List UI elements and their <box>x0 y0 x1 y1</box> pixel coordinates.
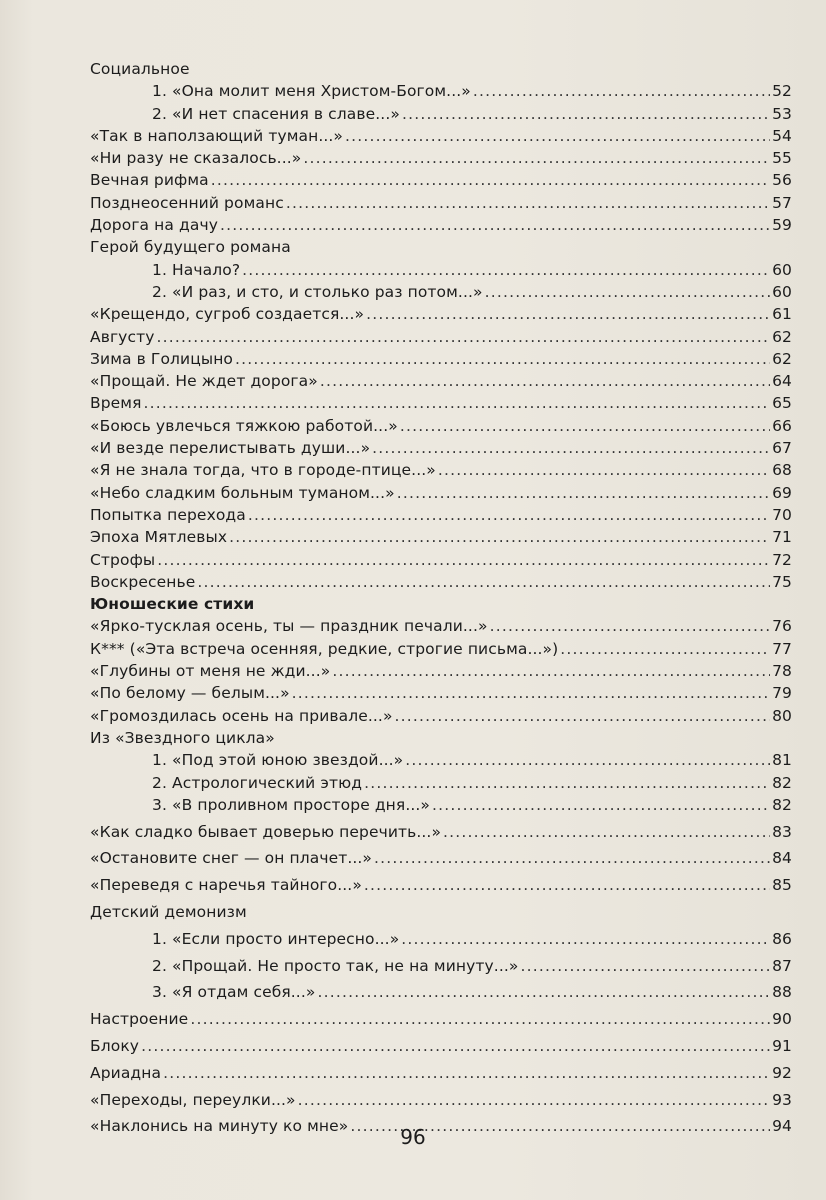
dot-leader <box>364 772 770 794</box>
toc-section-heading <box>90 901 792 923</box>
toc-entry <box>90 682 792 704</box>
toc-entry <box>90 526 792 548</box>
dot-leader <box>397 482 770 504</box>
dot-leader <box>374 847 770 869</box>
dot-leader <box>364 874 770 896</box>
toc-entry-page: 85 <box>772 876 792 895</box>
toc-entry-title: «Ярко-тусклая осень, ты — праздник печали...» <box>90 617 488 636</box>
toc-entry-page: 52 <box>772 82 792 101</box>
dot-leader <box>211 169 770 191</box>
toc-entry-page: 65 <box>772 394 792 413</box>
dot-leader <box>144 392 771 414</box>
toc-entry-page: 80 <box>772 706 792 725</box>
toc-entry-page: 71 <box>772 528 792 547</box>
toc-entry-title: Строфы <box>90 550 156 569</box>
toc-entry-page: 82 <box>772 795 792 814</box>
dot-leader <box>220 214 770 236</box>
dot-leader <box>235 348 770 370</box>
toc-entry-page: 78 <box>772 662 792 681</box>
toc-entry <box>90 192 792 214</box>
dot-leader <box>395 705 771 727</box>
toc-entry-title: 2. Астрологический этюд <box>152 773 363 792</box>
toc-entry-page: 62 <box>772 327 792 346</box>
toc-entry-page: 64 <box>772 372 792 391</box>
toc-entry-page: 84 <box>772 849 792 868</box>
toc-entry-title: Настроение <box>90 1010 189 1029</box>
dot-leader <box>372 437 770 459</box>
toc-entry-title: Время <box>90 394 142 413</box>
toc-entry-page: 72 <box>772 550 792 569</box>
toc-entry-page: 70 <box>772 505 792 524</box>
toc-entry-title: Зима в Голицыно <box>90 349 234 368</box>
toc-section-heading <box>90 593 792 615</box>
toc-entry <box>90 638 792 660</box>
dot-leader <box>345 125 770 147</box>
toc-entry-title: «Как сладко бывает доверью перечить...» <box>90 822 442 841</box>
toc-entry <box>90 955 792 977</box>
toc-entry-page: 68 <box>772 461 792 480</box>
toc-entry <box>90 281 792 303</box>
toc-entry <box>90 749 792 771</box>
toc-entry-title: Дорога на дачу <box>90 216 218 235</box>
toc-entry-title: «Наклонись на минуту ко мне» <box>90 1117 349 1136</box>
toc-entry <box>90 214 792 236</box>
toc-entry-page: 81 <box>772 751 792 770</box>
dot-leader <box>248 504 770 526</box>
dot-leader <box>405 749 770 771</box>
toc-entry <box>90 259 792 281</box>
toc-entry-title: «Глубины от меня не жди...» <box>90 662 331 681</box>
dot-leader <box>156 326 770 348</box>
toc-entry-title: Ариадна <box>90 1063 162 1082</box>
toc-entry <box>90 392 792 414</box>
toc-section-heading <box>90 236 792 258</box>
toc-entry <box>90 169 792 191</box>
dot-leader <box>401 928 770 950</box>
dot-leader <box>432 794 770 816</box>
toc-entry-title: «Переходы, переулки...» <box>90 1090 296 1109</box>
toc-entry <box>90 615 792 637</box>
toc-entry-page: 59 <box>772 216 792 235</box>
toc-entry-page: 53 <box>772 104 792 123</box>
toc-entry-page: 87 <box>772 956 792 975</box>
toc-entry-title: 3. «В проливном просторе дня...» <box>152 795 430 814</box>
toc-entry-title: «Небо сладким больным туманом...» <box>90 483 395 502</box>
toc-entry-title: «Остановите снег — он плачет...» <box>90 849 373 868</box>
toc-entry-title: Попытка перехода <box>90 505 246 524</box>
toc-entry-title: 1. «Если просто интересно...» <box>152 929 400 948</box>
dot-leader <box>438 459 770 481</box>
table-of-contents <box>90 58 792 1138</box>
dot-leader <box>490 615 771 637</box>
dot-leader <box>443 821 770 843</box>
toc-entry-title: 1. Начало? <box>152 260 241 279</box>
toc-entry-title: Позднеосенний романс <box>90 193 284 212</box>
toc-entry <box>90 326 792 348</box>
toc-entry-page: 90 <box>772 1010 792 1029</box>
toc-entry <box>90 370 792 392</box>
toc-entry-page: 91 <box>772 1036 792 1055</box>
toc-entry-title: «Переведя с наречья тайного...» <box>90 876 362 895</box>
toc-entry <box>90 1008 792 1030</box>
dot-leader <box>286 192 770 214</box>
dot-leader <box>157 549 770 571</box>
toc-entry <box>90 981 792 1003</box>
toc-entry <box>90 549 792 571</box>
toc-entry <box>90 303 792 325</box>
toc-entry-page: 86 <box>772 929 792 948</box>
toc-entry-page: 57 <box>772 193 792 212</box>
toc-entry-page: 54 <box>772 126 792 145</box>
toc-entry-title: «Ни разу не сказалось...» <box>90 149 302 168</box>
toc-entry-title: Из «Звездного цикла» <box>90 728 275 747</box>
toc-entry-page: 92 <box>772 1063 792 1082</box>
toc-entry-page: 82 <box>772 773 792 792</box>
dot-leader <box>366 303 770 325</box>
toc-entry <box>90 504 792 526</box>
toc-entry <box>90 571 792 593</box>
toc-entry <box>90 772 792 794</box>
toc-entry <box>90 821 792 843</box>
toc-entry-title: «Громоздилась осень на привале...» <box>90 706 393 725</box>
dot-leader <box>292 682 770 704</box>
toc-entry-title: 2. «И нет спасения в славе...» <box>152 104 400 123</box>
toc-entry-title: Герой будущего романа <box>90 238 291 257</box>
toc-entry-page: 79 <box>772 684 792 703</box>
toc-entry-page: 83 <box>772 822 792 841</box>
toc-entry-title: Блоку <box>90 1036 140 1055</box>
dot-leader <box>332 660 770 682</box>
toc-entry-title: Августу <box>90 327 155 346</box>
toc-entry <box>90 415 792 437</box>
page-number: 96 <box>400 1125 426 1149</box>
toc-entry <box>90 1035 792 1057</box>
dot-leader <box>485 281 770 303</box>
toc-entry <box>90 125 792 147</box>
toc-entry <box>90 147 792 169</box>
toc-entry-page: 56 <box>772 171 792 190</box>
toc-entry-title: 1. «Под этой юною звездой...» <box>152 751 404 770</box>
toc-entry-title: «Крещендо, сугроб создается...» <box>90 305 365 324</box>
dot-leader <box>402 103 770 125</box>
dot-leader <box>163 1062 770 1084</box>
toc-entry-page: 60 <box>772 282 792 301</box>
dot-leader <box>473 80 770 102</box>
toc-entry-title: «Я не знала тогда, что в городе-птице...» <box>90 461 436 480</box>
toc-entry-page: 76 <box>772 617 792 636</box>
toc-entry <box>90 1062 792 1084</box>
toc-entry-title: К*** («Эта встреча осенняя, редкие, строгие письма...») <box>90 639 559 658</box>
toc-entry <box>90 437 792 459</box>
dot-leader <box>190 1008 770 1030</box>
toc-entry <box>90 874 792 896</box>
toc-entry-title: 2. «Прощай. Не просто так, не на минуту...» <box>152 956 519 975</box>
dot-leader <box>320 370 770 392</box>
toc-section-heading <box>90 727 792 749</box>
toc-entry <box>90 928 792 950</box>
dot-leader <box>400 415 770 437</box>
toc-section-heading <box>90 58 792 80</box>
toc-entry-title: Эпоха Мятлевых <box>90 528 228 547</box>
toc-entry-title: 2. «И раз, и сто, и столько раз потом...» <box>152 282 483 301</box>
toc-entry-title: 1. «Она молит меня Христом-Богом...» <box>152 82 471 101</box>
toc-entry-page: 67 <box>772 439 792 458</box>
toc-entry-page: 60 <box>772 260 792 279</box>
dot-leader <box>197 571 770 593</box>
dot-leader <box>560 638 770 660</box>
toc-entry-title: Детский демонизм <box>90 902 247 921</box>
toc-entry-title: Воскресенье <box>90 572 196 591</box>
toc-entry <box>90 80 792 102</box>
toc-entry-title: 3. «Я отдам себя...» <box>152 983 316 1002</box>
toc-entry-title: «По белому — белым...» <box>90 684 290 703</box>
toc-entry <box>90 348 792 370</box>
toc-entry-title: Социальное <box>90 60 190 78</box>
toc-entry <box>90 705 792 727</box>
dot-leader <box>317 981 770 1003</box>
dot-leader <box>298 1089 770 1111</box>
dot-leader <box>303 147 770 169</box>
toc-entry-page: 77 <box>772 639 792 658</box>
toc-entry-title: «И везде перелистывать души...» <box>90 439 371 458</box>
toc-entry <box>90 459 792 481</box>
toc-entry-page: 75 <box>772 572 792 591</box>
dot-leader <box>520 955 770 977</box>
toc-entry-page: 61 <box>772 305 792 324</box>
toc-entry <box>90 847 792 869</box>
toc-entry-title: Юношеские стихи <box>90 595 255 614</box>
dot-leader <box>242 259 770 281</box>
toc-entry-page: 62 <box>772 349 792 368</box>
toc-entry-title: Вечная рифма <box>90 171 209 190</box>
toc-entry <box>90 1089 792 1111</box>
toc-entry-title: «Так в наползающий туман...» <box>90 126 344 145</box>
toc-entry-title: «Прощай. Не ждет дорога» <box>90 372 318 391</box>
toc-entry-page: 55 <box>772 149 792 168</box>
toc-entry-page: 69 <box>772 483 792 502</box>
toc-entry-page: 88 <box>772 983 792 1002</box>
toc-entry-page: 66 <box>772 416 792 435</box>
toc-entry <box>90 103 792 125</box>
toc-entry-title: «Боюсь увлечься тяжкою работой...» <box>90 416 398 435</box>
toc-entry-page: 93 <box>772 1090 792 1109</box>
toc-entry <box>90 794 792 816</box>
dot-leader <box>229 526 770 548</box>
toc-entry <box>90 482 792 504</box>
dot-leader <box>141 1035 770 1057</box>
toc-entry-page: 94 <box>772 1117 792 1136</box>
toc-entry <box>90 660 792 682</box>
